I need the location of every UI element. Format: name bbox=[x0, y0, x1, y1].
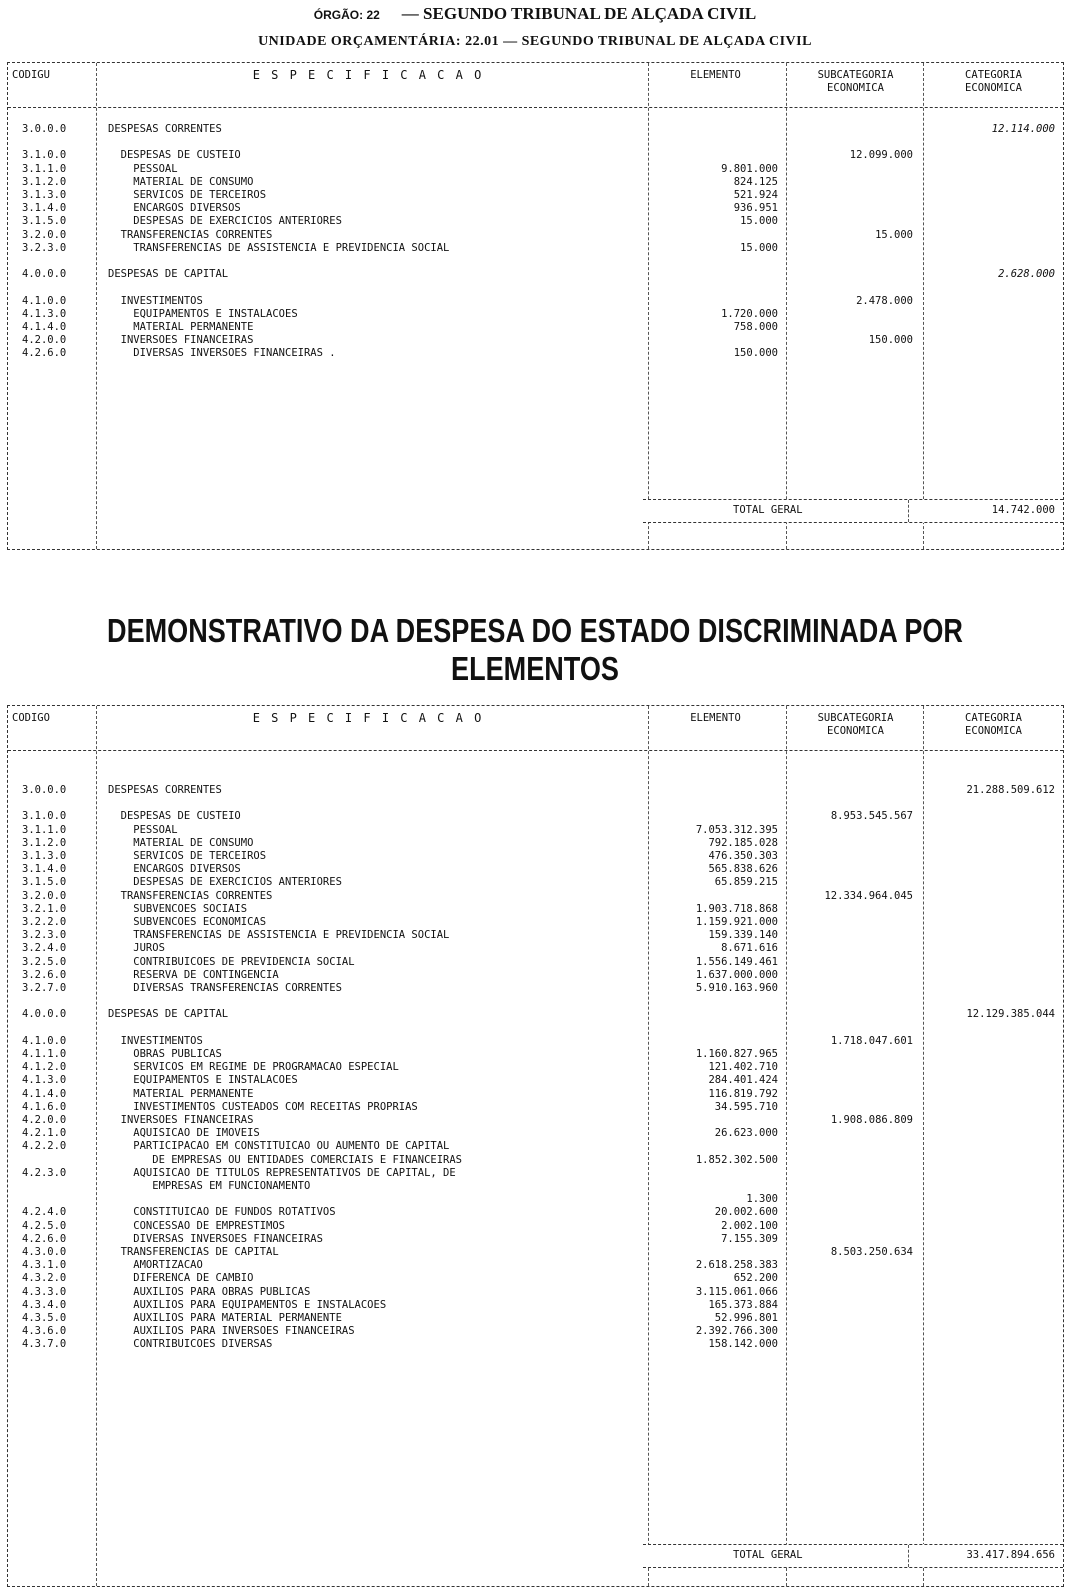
table-row bbox=[8, 136, 1063, 149]
header-code: CODIGO bbox=[12, 712, 50, 724]
header-element: ELEMENTO bbox=[690, 69, 741, 81]
row-code: 3.2.3.0 bbox=[22, 929, 67, 942]
row-code: 4.3.5.0 bbox=[22, 1312, 67, 1324]
row-description: PARTICIPACAO EM CONSTITUICAO OU AUMENTO DE CAPITAL bbox=[108, 1140, 450, 1153]
table-row bbox=[8, 1035, 1063, 1048]
row-description: ENCARGOS DIVERSOS bbox=[108, 202, 241, 215]
row-element-value: 521.924 bbox=[733, 189, 778, 201]
table-row bbox=[8, 1312, 1063, 1325]
row-description: AUXILIOS PARA EQUIPAMENTOS E INSTALACOES bbox=[108, 1298, 387, 1311]
row-description: DESPESAS DE CAPITAL bbox=[108, 268, 229, 281]
row-description: SERVICOS EM REGIME DE PROGRAMACAO ESPECIAL bbox=[108, 1061, 399, 1074]
row-description: SUBVENCOES SOCIAIS bbox=[108, 902, 248, 915]
table-row bbox=[8, 163, 1063, 176]
table-row bbox=[8, 1338, 1063, 1351]
row-element-value: 565.838.626 bbox=[708, 863, 778, 876]
table-row bbox=[8, 281, 1063, 294]
table-row bbox=[8, 1299, 1063, 1312]
row-element-value: 1.159.921.000 bbox=[695, 916, 778, 928]
row-description: AQUISICAO DE TITULOS REPRESENTATIVOS DE CAPITAL, DE bbox=[108, 1166, 456, 1179]
row-description: CONTRIBUICOES DE PREVIDENCIA SOCIAL bbox=[108, 955, 355, 968]
row-element-value: 758.000 bbox=[733, 321, 778, 333]
table-row bbox=[8, 837, 1063, 850]
row-subcategory-value: 150.000 bbox=[868, 334, 913, 347]
row-description: INVERSOES FINANCEIRAS bbox=[108, 334, 254, 347]
row-element-value: 116.819.792 bbox=[708, 1087, 778, 1100]
row-subcategory-value: 1.718.047.601 bbox=[830, 1034, 913, 1047]
total-label: TOTAL GERAL bbox=[733, 1549, 803, 1561]
table-row bbox=[8, 1180, 1063, 1193]
row-code: 4.3.4.0 bbox=[22, 1298, 67, 1311]
divider bbox=[908, 500, 909, 522]
row-code: 4.1.3.0 bbox=[22, 307, 67, 320]
main-title: DEMONSTRATIVO DA DESPESA DO ESTADO DISCRIMINADA POR ELEMENTOS bbox=[107, 612, 963, 687]
table-row bbox=[8, 202, 1063, 215]
row-category-value: 12.129.385.044 bbox=[966, 1008, 1055, 1021]
table-row bbox=[8, 1061, 1063, 1074]
row-code: 3.2.5.0 bbox=[22, 955, 67, 968]
total-geral-box bbox=[643, 499, 1063, 523]
row-element-value: 159.339.140 bbox=[708, 929, 778, 942]
table-row bbox=[8, 308, 1063, 321]
row-element-value: 7.053.312.395 bbox=[695, 823, 778, 836]
row-description: MATERIAL PERMANENTE bbox=[108, 1087, 254, 1100]
table-row bbox=[8, 1008, 1063, 1021]
row-description: SERVICOS DE TERCEIROS bbox=[108, 189, 267, 201]
row-code: 3.1.4.0 bbox=[22, 863, 67, 876]
row-code: 3.2.7.0 bbox=[22, 982, 67, 994]
table-row bbox=[8, 1154, 1063, 1167]
table-row bbox=[8, 850, 1063, 863]
row-code: 3.2.1.0 bbox=[22, 902, 67, 915]
header-subcategory: SUBCATEGORIA ECONOMICA bbox=[817, 69, 894, 94]
row-description: INVESTIMENTOS bbox=[108, 1034, 203, 1047]
row-description: DIVERSAS INVERSOES FINANCEIRAS bbox=[108, 1232, 323, 1245]
table-row bbox=[8, 810, 1063, 823]
row-element-value: 20.002.600 bbox=[714, 1206, 778, 1219]
row-element-value: 2.002.100 bbox=[721, 1219, 778, 1232]
row-element-value: 1.903.718.868 bbox=[695, 902, 778, 915]
row-code: 4.1.6.0 bbox=[22, 1100, 67, 1113]
row-description: AUXILIOS PARA INVERSOES FINANCEIRAS bbox=[108, 1325, 355, 1338]
row-code: 3.2.2.0 bbox=[22, 916, 67, 928]
row-code: 3.1.1.0 bbox=[22, 162, 67, 175]
row-code: 4.1.1.0 bbox=[22, 1048, 67, 1060]
row-description: JUROS bbox=[108, 942, 165, 955]
row-description: PESSOAL bbox=[108, 823, 178, 836]
row-description: EQUIPAMENTOS E INSTALACOES bbox=[108, 1074, 298, 1087]
row-description: TRANSFERENCIAS DE ASSISTENCIA E PREVIDENCIA SOCIAL bbox=[108, 241, 450, 254]
total-label: TOTAL GERAL bbox=[733, 504, 803, 516]
row-code: 4.2.6.0 bbox=[22, 1232, 67, 1245]
header-spec: E S P E C I F I C A C A O bbox=[252, 68, 484, 82]
row-description: OBRAS PUBLICAS bbox=[108, 1048, 222, 1060]
row-description: TRANSFERENCIAS DE ASSISTENCIA E PREVIDENCIA SOCIAL bbox=[108, 929, 450, 942]
row-code: 4.3.0.0 bbox=[22, 1246, 67, 1258]
table-row bbox=[8, 1167, 1063, 1180]
row-description: MATERIAL PERMANENTE bbox=[108, 321, 254, 333]
total-geral-box bbox=[643, 1544, 1063, 1568]
table-row bbox=[8, 1233, 1063, 1246]
row-code: 4.2.0.0 bbox=[22, 334, 67, 347]
row-subcategory-value: 8.503.250.634 bbox=[830, 1246, 913, 1258]
table-row bbox=[8, 149, 1063, 162]
row-description: AMORTIZACAO bbox=[108, 1259, 203, 1272]
header-category: CATEGORIA ECONOMICA bbox=[965, 712, 1022, 737]
table-header bbox=[8, 706, 1063, 751]
row-element-value: 792.185.028 bbox=[708, 836, 778, 849]
header-subcategory: SUBCATEGORIA ECONOMICA bbox=[817, 712, 894, 737]
row-code: 4.2.3.0 bbox=[22, 1166, 67, 1179]
row-code: 4.2.4.0 bbox=[22, 1206, 67, 1219]
row-description: DIVERSAS INVERSOES FINANCEIRAS . bbox=[108, 347, 336, 360]
row-code: 4.1.0.0 bbox=[22, 1034, 67, 1047]
row-element-value: 2.618.258.383 bbox=[695, 1259, 778, 1272]
table-row bbox=[8, 321, 1063, 334]
row-description: DE EMPRESAS OU ENTIDADES COMERCIAIS E FINANCEIRAS bbox=[108, 1153, 463, 1166]
row-code: 4.1.4.0 bbox=[22, 1087, 67, 1100]
table-row bbox=[8, 1286, 1063, 1299]
row-element-value: 15.000 bbox=[740, 215, 778, 228]
table-row bbox=[8, 1246, 1063, 1259]
row-code: 4.1.0.0 bbox=[22, 294, 67, 307]
row-description: CONCESSAO DE EMPRESTIMOS bbox=[108, 1219, 286, 1232]
table-row bbox=[8, 334, 1063, 347]
row-code: 3.1.5.0 bbox=[22, 215, 67, 228]
row-code: 4.1.4.0 bbox=[22, 321, 67, 333]
row-description: EMPRESAS EM FUNCIONAMENTO bbox=[108, 1180, 311, 1192]
row-element-value: 2.392.766.300 bbox=[695, 1325, 778, 1338]
row-description: MATERIAL DE CONSUMO bbox=[108, 836, 254, 849]
row-element-value: 824.125 bbox=[733, 175, 778, 188]
row-category-value: 12.114.000 bbox=[991, 123, 1055, 135]
row-description: TRANSFERENCIAS CORRENTES bbox=[108, 228, 273, 241]
row-element-value: 26.623.000 bbox=[714, 1127, 778, 1140]
unidade-header: UNIDADE ORÇAMENTÁRIA: 22.01 — SEGUNDO TRIBUNAL DE ALÇADA CIVIL bbox=[258, 34, 812, 49]
row-code: 4.0.0.0 bbox=[22, 268, 67, 281]
row-code: 3.1.3.0 bbox=[22, 850, 67, 862]
header-spec: E S P E C I F I C A C A O bbox=[252, 711, 484, 725]
row-element-value: 284.401.424 bbox=[708, 1074, 778, 1087]
row-code: 3.2.3.0 bbox=[22, 241, 67, 254]
row-subcategory-value: 2.478.000 bbox=[856, 294, 913, 307]
table-row bbox=[8, 242, 1063, 255]
table-row bbox=[8, 824, 1063, 837]
row-description: INVESTIMENTOS CUSTEADOS COM RECEITAS PROPRIAS bbox=[108, 1100, 418, 1113]
row-code: 4.0.0.0 bbox=[22, 1008, 67, 1021]
table-row bbox=[8, 890, 1063, 903]
table-row bbox=[8, 982, 1063, 995]
row-description: AUXILIOS PARA OBRAS PUBLICAS bbox=[108, 1285, 311, 1298]
table-row bbox=[8, 215, 1063, 228]
row-description: TRANSFERENCIAS DE CAPITAL bbox=[108, 1246, 279, 1258]
row-code: 4.2.5.0 bbox=[22, 1219, 67, 1232]
header-category: CATEGORIA ECONOMICA bbox=[965, 69, 1022, 94]
header-code: CODIGU bbox=[12, 69, 50, 81]
row-element-value: 1.300 bbox=[746, 1193, 778, 1206]
table-header bbox=[8, 63, 1063, 108]
row-description: MATERIAL DE CONSUMO bbox=[108, 175, 254, 188]
row-description: DESPESAS CORRENTES bbox=[108, 123, 222, 135]
table-row bbox=[8, 1259, 1063, 1272]
row-code: 4.2.2.0 bbox=[22, 1140, 67, 1153]
table-row bbox=[8, 916, 1063, 929]
row-element-value: 652.200 bbox=[733, 1272, 778, 1285]
row-element-value: 1.637.000.000 bbox=[695, 968, 778, 981]
table-row bbox=[8, 784, 1063, 797]
row-element-value: 1.556.149.461 bbox=[695, 955, 778, 968]
row-description: DIFERENCA DE CAMBIO bbox=[108, 1272, 254, 1285]
table-row bbox=[8, 347, 1063, 360]
table-row bbox=[8, 797, 1063, 810]
row-description: DIVERSAS TRANSFERENCIAS CORRENTES bbox=[108, 982, 342, 994]
total-value: 33.417.894.656 bbox=[966, 1549, 1055, 1561]
orgao-name: — SEGUNDO TRIBUNAL DE ALÇADA CIVIL bbox=[401, 4, 757, 23]
row-description: DESPESAS DE CAPITAL bbox=[108, 1008, 229, 1021]
total-value: 14.742.000 bbox=[991, 504, 1055, 516]
divider bbox=[908, 1545, 909, 1567]
row-element-value: 165.373.884 bbox=[708, 1298, 778, 1311]
row-element-value: 476.350.303 bbox=[708, 850, 778, 862]
table-row bbox=[8, 1074, 1063, 1087]
table-row bbox=[8, 929, 1063, 942]
row-description: SERVICOS DE TERCEIROS bbox=[108, 850, 267, 862]
row-description: AUXILIOS PARA MATERIAL PERMANENTE bbox=[108, 1312, 342, 1324]
table-row bbox=[8, 123, 1063, 136]
row-subcategory-value: 12.099.000 bbox=[849, 149, 913, 162]
row-code: 3.1.4.0 bbox=[22, 202, 67, 215]
row-element-value: 1.160.827.965 bbox=[695, 1048, 778, 1060]
header-element: ELEMENTO bbox=[690, 712, 741, 724]
table-row bbox=[8, 1193, 1063, 1206]
table-row bbox=[8, 1206, 1063, 1219]
row-description: SUBVENCOES ECONOMICAS bbox=[108, 916, 267, 928]
budget-table-estado bbox=[7, 705, 1064, 1587]
table-row bbox=[8, 1022, 1063, 1035]
row-code: 3.1.3.0 bbox=[22, 189, 67, 201]
row-code: 4.1.3.0 bbox=[22, 1074, 67, 1087]
row-code: 3.2.0.0 bbox=[22, 228, 67, 241]
row-code: 4.2.0.0 bbox=[22, 1114, 67, 1126]
row-code: 4.2.1.0 bbox=[22, 1127, 67, 1140]
row-code: 3.1.0.0 bbox=[22, 810, 67, 823]
table-row bbox=[8, 1220, 1063, 1233]
table-row bbox=[8, 1048, 1063, 1061]
row-description: CONTRIBUICOES DIVERSAS bbox=[108, 1338, 273, 1351]
table-row bbox=[8, 176, 1063, 189]
row-description: RESERVA DE CONTINGENCIA bbox=[108, 968, 279, 981]
row-code: 3.0.0.0 bbox=[22, 123, 67, 135]
row-code: 3.1.2.0 bbox=[22, 175, 67, 188]
table-row bbox=[8, 1140, 1063, 1153]
row-element-value: 150.000 bbox=[733, 347, 778, 360]
row-element-value: 936.951 bbox=[733, 202, 778, 215]
row-description: DESPESAS DE EXERCICIOS ANTERIORES bbox=[108, 876, 342, 889]
row-code: 3.1.0.0 bbox=[22, 149, 67, 162]
table-row bbox=[8, 995, 1063, 1008]
row-description: EQUIPAMENTOS E INSTALACOES bbox=[108, 307, 298, 320]
table-row bbox=[8, 189, 1063, 202]
row-element-value: 52.996.801 bbox=[714, 1312, 778, 1324]
row-subcategory-value: 15.000 bbox=[875, 228, 913, 241]
row-element-value: 9.801.000 bbox=[721, 162, 778, 175]
row-description: AQUISICAO DE IMOVEIS bbox=[108, 1127, 260, 1140]
table-row bbox=[8, 903, 1063, 916]
row-category-value: 2.628.000 bbox=[998, 268, 1055, 281]
table-row bbox=[8, 1325, 1063, 1338]
row-description: ENCARGOS DIVERSOS bbox=[108, 863, 241, 876]
table-row bbox=[8, 295, 1063, 308]
table-row bbox=[8, 268, 1063, 281]
row-description: PESSOAL bbox=[108, 162, 178, 175]
table-row bbox=[8, 876, 1063, 889]
table-row bbox=[8, 863, 1063, 876]
row-element-value: 1.852.302.500 bbox=[695, 1153, 778, 1166]
row-description: DESPESAS DE EXERCICIOS ANTERIORES bbox=[108, 215, 342, 228]
row-subcategory-value: 12.334.964.045 bbox=[824, 889, 913, 902]
row-element-value: 8.671.616 bbox=[721, 942, 778, 955]
row-element-value: 65.859.215 bbox=[714, 876, 778, 889]
table-row bbox=[8, 956, 1063, 969]
orgao-header bbox=[0, 4, 1070, 24]
row-element-value: 3.115.061.066 bbox=[695, 1285, 778, 1298]
row-description: DESPESAS DE CUSTEIO bbox=[108, 810, 241, 823]
row-subcategory-value: 8.953.545.567 bbox=[830, 810, 913, 823]
row-element-value: 34.595.710 bbox=[714, 1100, 778, 1113]
row-category-value: 21.288.509.612 bbox=[966, 784, 1055, 796]
table-row bbox=[8, 1101, 1063, 1114]
table-row bbox=[8, 942, 1063, 955]
row-element-value: 1.720.000 bbox=[721, 307, 778, 320]
table-row bbox=[8, 969, 1063, 982]
row-code: 4.2.6.0 bbox=[22, 347, 67, 360]
row-description: INVERSOES FINANCEIRAS bbox=[108, 1114, 254, 1126]
row-code: 3.1.2.0 bbox=[22, 836, 67, 849]
table-row bbox=[8, 229, 1063, 242]
row-code: 3.1.1.0 bbox=[22, 823, 67, 836]
row-subcategory-value: 1.908.086.809 bbox=[830, 1114, 913, 1126]
budget-table-tribunal bbox=[7, 62, 1064, 550]
row-code: 3.2.6.0 bbox=[22, 968, 67, 981]
row-code: 3.2.4.0 bbox=[22, 942, 67, 955]
row-element-value: 158.142.000 bbox=[708, 1338, 778, 1351]
table-row bbox=[8, 255, 1063, 268]
row-element-value: 5.910.163.960 bbox=[695, 982, 778, 994]
row-code: 3.1.5.0 bbox=[22, 876, 67, 889]
table-row bbox=[8, 1127, 1063, 1140]
table-row bbox=[8, 1114, 1063, 1127]
table-row bbox=[8, 1272, 1063, 1285]
orgao-label: ÓRGÃO: 22 bbox=[313, 8, 380, 22]
row-description: INVESTIMENTOS bbox=[108, 294, 203, 307]
row-description: CONSTITUICAO DE FUNDOS ROTATIVOS bbox=[108, 1206, 336, 1219]
row-code: 4.3.2.0 bbox=[22, 1272, 67, 1285]
row-code: 4.3.3.0 bbox=[22, 1285, 67, 1298]
table-row bbox=[8, 1088, 1063, 1101]
row-code: 4.3.7.0 bbox=[22, 1338, 67, 1351]
row-description: DESPESAS CORRENTES bbox=[108, 784, 222, 796]
row-description: DESPESAS DE CUSTEIO bbox=[108, 149, 241, 162]
row-code: 4.3.6.0 bbox=[22, 1325, 67, 1338]
row-code: 3.0.0.0 bbox=[22, 784, 67, 796]
row-element-value: 7.155.309 bbox=[721, 1232, 778, 1245]
row-code: 3.2.0.0 bbox=[22, 889, 67, 902]
row-element-value: 121.402.710 bbox=[708, 1061, 778, 1074]
row-code: 4.3.1.0 bbox=[22, 1259, 67, 1272]
row-code: 4.1.2.0 bbox=[22, 1061, 67, 1074]
row-element-value: 15.000 bbox=[740, 241, 778, 254]
row-description: TRANSFERENCIAS CORRENTES bbox=[108, 889, 273, 902]
